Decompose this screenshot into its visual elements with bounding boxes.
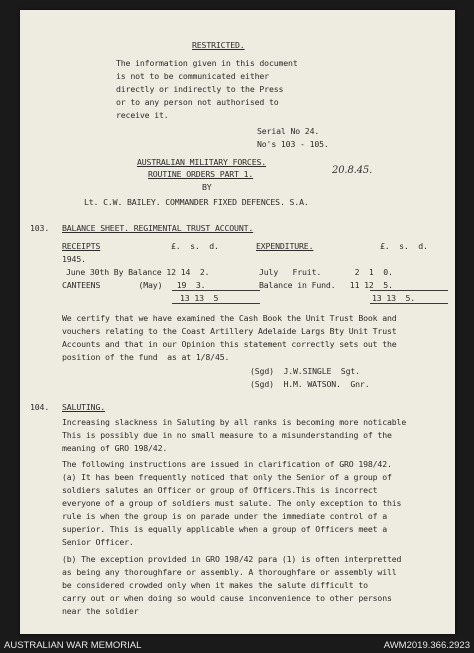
- receipt-total: 13 13 5: [180, 293, 219, 303]
- footer-institution: AUSTRALIAN WAR MEMORIAL: [4, 640, 142, 651]
- document-subtitle: ROUTINE ORDERS PART 1.: [148, 169, 254, 179]
- receipt-total-rule: [172, 290, 260, 291]
- notice-line: directly or indirectly to the Press: [116, 84, 284, 94]
- footer-accession-number: AWM2019.366.2923: [383, 640, 470, 651]
- section-title-103: BALANCE SHEET. REGIMENTAL TRUST ACCOUNT.: [62, 223, 254, 233]
- paragraph-line: be considered crowded only when it makes the salute difficult to: [62, 580, 368, 590]
- paragraph-line: (b) The exception provided in GRO 198/42 para (1) is often interpretted: [62, 554, 402, 564]
- section-number-103: 103.: [30, 223, 50, 233]
- handwritten-date: 20.8.45.: [332, 165, 373, 176]
- section-title-104: SALUTING.: [62, 402, 106, 412]
- certification-line: vouchers relating to the Coast Artillery Adelaide Largs Bty Unit Trust: [62, 326, 397, 336]
- paragraph-line: Increasing slackness in Saluting by all ranks is becoming more noticable: [62, 417, 407, 427]
- paragraph-line: (a) It has been frequently noticed that only the Senior of a group of: [62, 472, 392, 482]
- commander-line: Lt. C.W. BAILEY. COMMANDER FIXED DEFENCES. S.A.: [84, 197, 309, 207]
- section-number-104: 104.: [30, 402, 50, 412]
- paragraph-line: rule is when the group is on parade under the immediate control of a: [62, 511, 387, 521]
- paragraph-line: Senior Officer.: [62, 537, 134, 547]
- serial-number: Serial No 24.: [257, 126, 320, 136]
- paragraph-line: carry out or when doing so would cause inconvenience to other persons: [62, 593, 392, 603]
- notice-line: or to any person not authorised to: [116, 97, 279, 107]
- paragraph-line: superior. This is equally applicable when a group of Officers meet a: [62, 524, 387, 534]
- year-label: 1945.: [62, 254, 86, 264]
- receipt-double-rule: [172, 303, 260, 304]
- certification-line: position of the fund as at 1/8/45.: [62, 352, 230, 362]
- paragraph-line: This is possibly due in no small measure to a misunderstanding of the: [62, 430, 392, 440]
- classification-heading: RESTRICTED.: [192, 40, 245, 50]
- by-line: BY: [202, 182, 212, 192]
- paragraph-line: The following instructions are issued in clarification of GRO 198/42.: [62, 459, 392, 469]
- paragraph-line: meaning of GRO 198/42.: [62, 443, 168, 453]
- expenditure-total: 13 13 5.: [372, 293, 416, 303]
- receipt-row: June 30th By Balance 12 14 2.: [66, 267, 210, 277]
- expenditure-row: Balance in Fund. 11 12 5.: [259, 280, 393, 290]
- paragraph-line: near the soldier: [62, 606, 139, 616]
- money-columns-left: £. s. d.: [171, 241, 219, 251]
- expenditure-header: EXPENDITURE.: [256, 241, 314, 251]
- signature-line: (Sgd) J.W.SINGLE Sgt.: [250, 366, 360, 376]
- order-numbers: No's 103 - 105.: [257, 139, 329, 149]
- money-columns-right: £. s. d.: [380, 241, 428, 251]
- receipt-row: CANTEENS (May) 19 3.: [62, 280, 206, 290]
- document-title: AUSTRALIAN MILITARY FORCES.: [137, 157, 267, 167]
- expenditure-double-rule: [370, 303, 448, 304]
- notice-line: The information given in this document: [116, 58, 298, 68]
- paragraph-line: as being any thoroughfare or assembly. A thoroughfare or assembly will: [62, 567, 397, 577]
- notice-line: is not to be communicated either: [116, 71, 269, 81]
- certification-line: We certify that we have examined the Cash Book the Unit Trust Book and: [62, 313, 397, 323]
- signature-line: (Sgd) H.M. WATSON. Gnr.: [250, 379, 370, 389]
- certification-line: Accounts and that in our Opinion this statement correctly sets out the: [62, 339, 397, 349]
- paragraph-line: soldiers salutes an Officer or group of Officers.This is incorrect: [62, 485, 378, 495]
- paragraph-line: everyone of a group of soldiers must salute. The only exception to this: [62, 498, 402, 508]
- notice-line: receive it.: [116, 110, 169, 120]
- document-page: [20, 10, 455, 634]
- expenditure-row: July Fruit. 2 1 0.: [259, 267, 393, 277]
- expenditure-total-rule: [370, 290, 448, 291]
- receipts-header: RECEIPTS: [62, 241, 101, 251]
